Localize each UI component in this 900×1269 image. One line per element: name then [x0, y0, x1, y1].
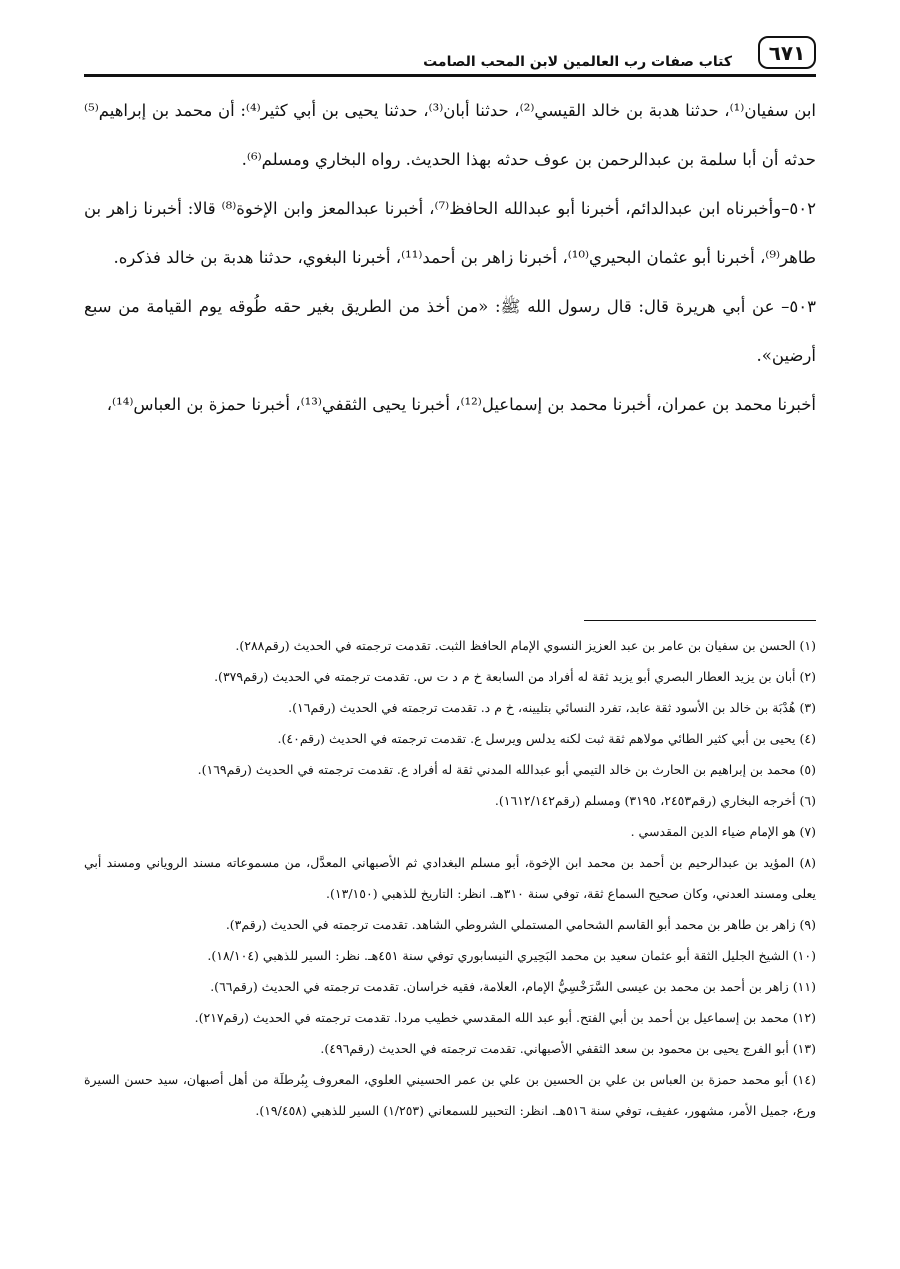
running-title: كتاب صفات رب العالمين لابن المحب الصامت	[423, 54, 732, 70]
page-number: ٦٧١	[758, 36, 816, 69]
paragraph: ابن سفيان⁽¹⁾، حدثنا هدبة بن خالد القيسي⁽²⁾، حدثنا أبان⁽³⁾، حدثنا يحيى بن أبي كثير⁽⁴⁾: أن محمد بن إبراهيم⁽⁵⁾ حدثه أن أبا سلمة بن عبدالرحمن بن عوف حدثه بهذا الحديث. رواه البخاري ومسلم⁽⁶⁾.	[84, 101, 816, 169]
footnote: (٩) زاهر بن طاهر بن محمد أبو القاسم الشحامي المستملي الشروطي الشاهد. تقدمت ترجمته في الحديث (رقم٣).	[225, 917, 816, 932]
footnote: (٨) المؤيد بن عبدالرحيم بن أحمد بن محمد ابن الإخوة، أبو مسلم البغدادي ثم الأصبهاني المعدَّل، من مسموعاته مسند الروياني ومسند أبي يعلى ومسند العدني، وكان صحيح السماع ثقة، توفي سنة ٣١٠هـ. انظر: التاريخ للذهبي (١٣/١٥٠).	[84, 855, 816, 901]
footnote: (١٠) الشيخ الجليل الثقة أبو عثمان سعيد بن محمد البَحِيري النيسابوري توفي سنة ٤٥١هـ. نظر: السير للذهبي (١٨/١٠٤).	[207, 948, 816, 963]
footnote: (١١) زاهر بن أحمد بن محمد بن عيسى السَّرَخْسِيُّ الإمام، العلامة، فقيه خراسان. تقدمت ترجمته في الحديث (رقم٦٦).	[210, 979, 816, 994]
footnote: (٤) يحيى بن أبي كثير الطائي مولاهم ثقة ثبت لكنه يدلس ويرسل ع. تقدمت ترجمته في الحديث (رقم٤٠).	[277, 731, 816, 746]
footnote: (٦) أخرجه البخاري (رقم٢٤٥٣، ٣١٩٥) ومسلم (رقم١٦١٢/١٤٢).	[494, 793, 816, 808]
footnote: (١٤) أبو محمد حمزة بن العباس بن علي بن الحسين بن علي بن عمر الحسيني العلوي، المعروف بِبُرطلَة من أهل أصبهان، سيد حسن السيرة ورع، جميل الأمر، مشهور، عفيف، توفي سنة ٥١٦هـ. انظر: التحبير للسمعاني (١/٢٥٣) السير للذهبي (١٩/٤٥٨).	[84, 1072, 816, 1118]
header-rule	[84, 74, 816, 77]
footnote: (٣) هُدْبَة بن خالد بن الأسود ثقة عابد، تفرد النسائي بتليينه، خ م د. تقدمت ترجمته في الحديث (رقم١٦).	[288, 700, 816, 715]
footnote: (٢) أبان بن يزيد العطار البصري أبو يزيد ثقة له أفراد من السابعة خ م د ت س. تقدمت ترجمته في الحديث (رقم٣٧٩).	[214, 669, 816, 684]
paragraph: أخبرنا محمد بن عمران، أخبرنا محمد بن إسماعيل⁽¹²⁾، أخبرنا يحيى الثقفي⁽¹³⁾، أخبرنا حمزة بن العباس⁽¹⁴⁾،	[106, 395, 816, 414]
footnote: (١٢) محمد بن إسماعيل بن أحمد بن أبي الفتح. أبو عبد الله المقدسي خطيب مردا. تقدمت ترجمته في الحديث (رقم٢١٧).	[194, 1010, 816, 1025]
main-text	[84, 86, 816, 429]
footnote: (٧) هو الإمام ضياء الدين المقدسي .	[630, 824, 816, 839]
paragraph: ٥٠٣– عن أبي هريرة قال: قال رسول الله ﷺ: «من أخذ من الطريق بغير حقه طُوقه يوم القيامة من سبع أرضين».	[84, 297, 816, 365]
footnote-separator	[584, 620, 816, 621]
footnote: (٥) محمد بن إبراهيم بن الحارث بن خالد التيمي أبو عبدالله المدني ثقة له أفراد ع. تقدمت ترجمته في الحديث (رقم١٦٩).	[197, 762, 816, 777]
paragraph: ٥٠٢–وأخبرناه ابن عبدالدائم، أخبرنا أبو عبدالله الحافظ⁽⁷⁾، أخبرنا عبدالمعز وابن الإخوة⁽⁸⁾ قالا: أخبرنا زاهر بن طاهر⁽⁹⁾، أخبرنا أبو عثمان البحيري⁽¹⁰⁾، أخبرنا زاهر بن أحمد⁽¹¹⁾، أخبرنا البغوي، حدثنا هدبة بن خالد فذكره.	[84, 199, 817, 267]
footnote: (١) الحسن بن سفيان بن عامر بن عبد العزيز النسوي الإمام الحافظ الثبت. تقدمت ترجمته في الحديث (رقم٢٨٨).	[235, 638, 816, 653]
page-header	[84, 36, 816, 80]
footnotes	[84, 630, 816, 1126]
footnote: (١٣) أبو الفرج يحيى بن محمود بن سعد الثقفي الأصبهاني. تقدمت ترجمته في الحديث (رقم٤٩٦).	[320, 1041, 816, 1056]
